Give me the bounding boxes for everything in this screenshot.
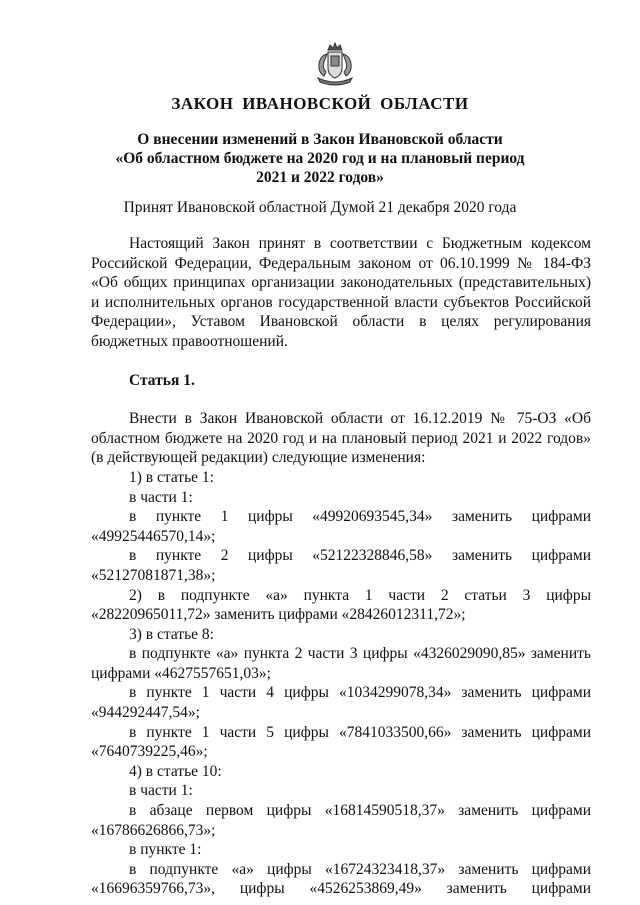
subtitle-line: О внесении изменений в Закон Ивановской области [137, 131, 503, 148]
preamble-paragraph: Настоящий Закон принят в соответствии с Бюджетным кодексом Российской Федерации, Федеральным законом от 06.10.1999 № 184-ФЗ «Об общих принципах организации законодательных (представительных) и исполнительных органов государственной власти субъектов Российской Федерации», Уставом Ивановской области в целях регулирования бюджетных правоотношений. [91, 235, 591, 350]
law-subtitle [0, 130, 640, 187]
coat-of-arms-emblem [312, 42, 358, 86]
amendment-item: в пункте 1: [129, 841, 202, 859]
amendment-item: в абзаце первом цифры «16814590518,37» заменить цифрами «16786626866,73»; [91, 802, 591, 839]
amendment-item: в части 1: [129, 488, 193, 506]
amendment-intro: Внести в Закон Ивановской области от 16.12.2019 № 75-ОЗ «Об областном бюджете на 2020 год и на плановый период 2021 и 2022 годов» (в действующей редакции) следующие изменения: [91, 410, 591, 467]
subtitle-line: «Об областном бюджете на 2020 год и на плановый период [115, 150, 525, 167]
subtitle-line: 2021 и 2022 годов» [256, 169, 384, 186]
amendment-item: в подпункте «а» цифры «16724323418,37» заменить цифрами «16696359766,73», цифры «4526253869,49» заменить цифрами [91, 860, 591, 898]
amendment-item: в пункте 1 части 5 цифры «7841033500,66» заменить цифрами «7640739225,46»; [91, 723, 591, 761]
amendment-item: 1) в статье 1: [129, 468, 214, 486]
amendment-item: в части 1: [129, 782, 193, 800]
law-body [91, 234, 591, 899]
amendment-item: в пункте 1 части 4 цифры «1034299078,34» заменить цифрами «944292447,54»; [91, 684, 591, 722]
article-heading: Статья 1. [129, 371, 195, 389]
amendment-item: в пункте 1 цифры «49920693545,34» заменить цифрами «49925446570,14»; [91, 508, 591, 545]
amendment-item: 4) в статье 10: [129, 762, 222, 780]
amendment-item: в подпункте «а» пункта 2 части 3 цифры «4326029090,85» заменить цифрами «4627557651,03»; [91, 645, 591, 682]
law-title: ЗАКОН ИВАНОВСКОЙ ОБЛАСТИ [171, 94, 469, 113]
amendment-item: 2) в подпункте «а» пункта 1 части 2 статьи 3 цифры «28220965011,72» заменить цифрами «28426012311,72»; [91, 586, 591, 624]
amendment-item: 3) в статье 8: [129, 625, 214, 643]
adoption-line: Принят Ивановской областной Думой 21 декабря 2020 года [123, 199, 517, 216]
amendment-item: в пункте 2 цифры «52122328846,58» заменить цифрами «52127081871,38»; [91, 547, 591, 584]
